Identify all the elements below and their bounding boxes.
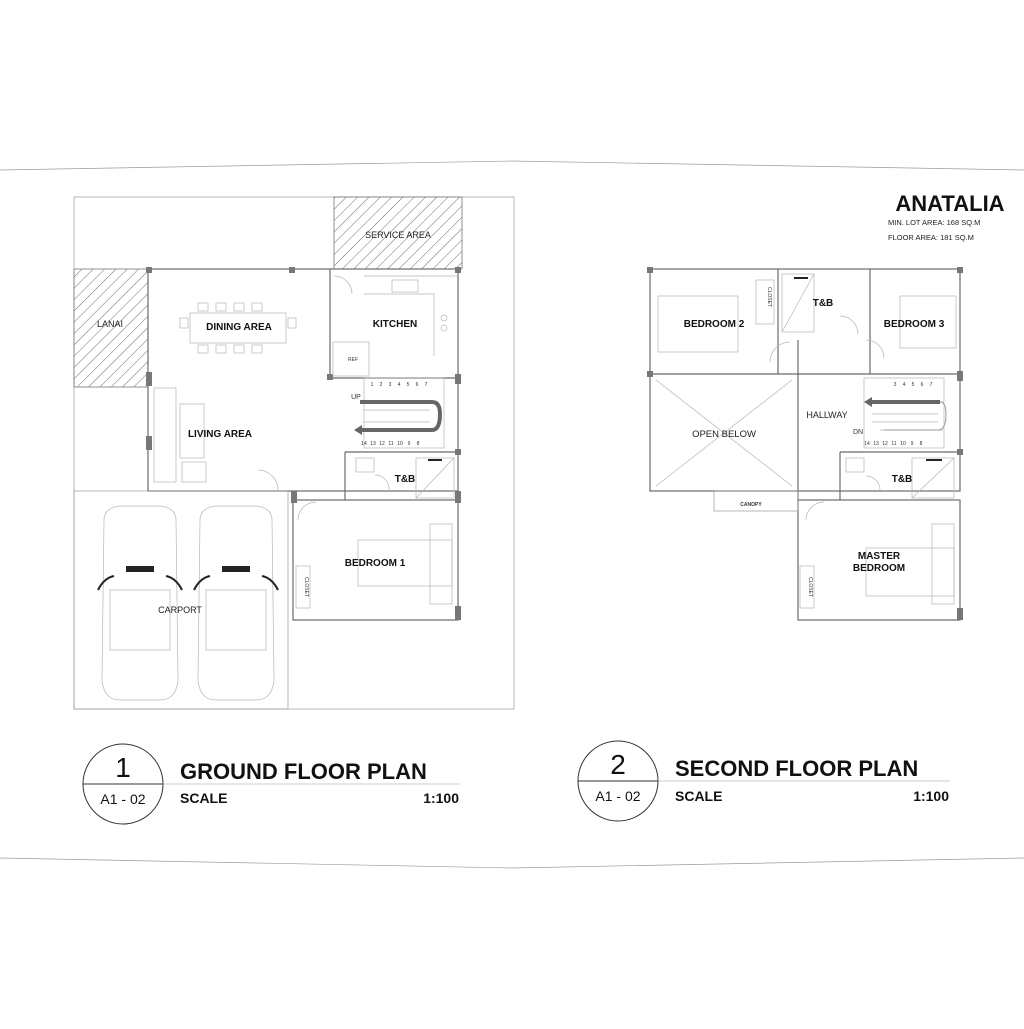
stair-step-number: 8: [919, 441, 923, 447]
stair-step-number: 14: [864, 441, 870, 447]
label-stair-up: UP: [351, 394, 361, 401]
second-stair-bottom-numbers: [864, 441, 922, 447]
stair-step-number: 12: [379, 441, 385, 447]
stair-step-number: 3: [893, 382, 897, 388]
stair-step-number: 10: [900, 441, 906, 447]
stair-step-number: 9: [407, 441, 411, 447]
second-floor-plan: [647, 267, 963, 620]
stair-step-number: 5: [406, 382, 410, 388]
scale-value: 1:100: [423, 790, 459, 806]
label-closet-master: CLOSET: [807, 576, 813, 598]
label-tb-top: T&B: [812, 298, 834, 309]
stair-step-number: 2: [379, 382, 383, 388]
label-canopy: CANOPY: [740, 502, 762, 508]
title-number: 1: [115, 752, 131, 783]
label-bedroom-3: BEDROOM 3: [883, 319, 945, 330]
label-service-area: SERVICE AREA: [365, 230, 431, 240]
title-name: SECOND FLOOR PLAN: [675, 756, 919, 781]
label-master-1: MASTER: [857, 551, 901, 562]
second-stair-top-numbers: [894, 382, 933, 388]
lot-area: MIN. LOT AREA: 168 SQ.M: [888, 218, 981, 227]
stair-step-number: 3: [388, 382, 392, 388]
car-right: [194, 506, 278, 700]
title-sheet: A1 - 02: [100, 791, 146, 807]
scale-label: SCALE: [675, 788, 723, 804]
sheet-bottom-edge: [0, 858, 1024, 868]
stair-step-number: 7: [929, 382, 933, 388]
label-open-below: OPEN BELOW: [692, 429, 756, 440]
stair-step-number: 4: [902, 382, 906, 388]
label-lanai: LANAI: [96, 319, 124, 329]
title-sheet: A1 - 02: [595, 788, 641, 804]
stair-direction-arrow: [360, 402, 440, 430]
stair-step-number: 10: [397, 441, 403, 447]
ground-stair: [354, 378, 444, 448]
title-name: GROUND FLOOR PLAN: [180, 759, 427, 784]
scale-value: 1:100: [913, 788, 949, 804]
label-ref: REF: [348, 357, 358, 363]
label-dining-area: DINING AREA: [206, 322, 272, 333]
label-master-2: BEDROOM: [852, 563, 906, 574]
stair-step-number: 9: [910, 441, 914, 447]
label-bedroom-1: BEDROOM 1: [344, 558, 406, 569]
stair-step-number: 11: [891, 441, 897, 447]
project-name: ANATALIA: [895, 191, 1005, 216]
stair-step-number: 5: [911, 382, 915, 388]
stair-step-number: 13: [370, 441, 376, 447]
title-block-ground: [83, 744, 460, 824]
label-bedroom-2: BEDROOM 2: [683, 319, 745, 330]
kitchen-counter: [364, 276, 458, 356]
ground-stair-top-numbers: [371, 382, 428, 388]
stair-step-number: 11: [388, 441, 394, 447]
stair-step-number: 6: [920, 382, 924, 388]
canopy: [714, 491, 798, 511]
title-number: 2: [610, 749, 626, 780]
label-carport: CARPORT: [158, 605, 202, 615]
label-living-area: LIVING AREA: [187, 429, 253, 440]
title-block-second: [578, 741, 950, 821]
label-hallway: HALLWAY: [806, 410, 848, 420]
label-tb-bottom: T&B: [891, 474, 913, 485]
stair-step-number: 1: [370, 382, 374, 388]
label-closet-2: CLOSET: [766, 286, 772, 308]
sheet-top-edge: [0, 161, 1024, 170]
stair-step-number: 6: [415, 382, 419, 388]
label-stair-dn: DN: [852, 429, 864, 436]
label-tb-ground: T&B: [394, 474, 416, 485]
label-kitchen: KITCHEN: [372, 319, 418, 330]
stair-step-number: 13: [873, 441, 879, 447]
car-left: [98, 506, 182, 700]
scale-label: SCALE: [180, 790, 228, 806]
second-stair: [864, 378, 946, 448]
ground-floor-plan: [74, 197, 514, 709]
stair-step-number: 14: [361, 441, 367, 447]
carport-area: [74, 491, 288, 709]
floor-area: FLOOR AREA: 181 SQ.M: [888, 233, 974, 242]
stair-step-number: 7: [424, 382, 428, 388]
stair-step-number: 12: [882, 441, 888, 447]
ground-stair-bottom-numbers: [361, 441, 419, 447]
sofa: [154, 388, 176, 482]
stair-step-number: 8: [416, 441, 420, 447]
stair-step-number: 4: [397, 382, 401, 388]
label-closet-ground: CLOSET: [303, 576, 309, 598]
